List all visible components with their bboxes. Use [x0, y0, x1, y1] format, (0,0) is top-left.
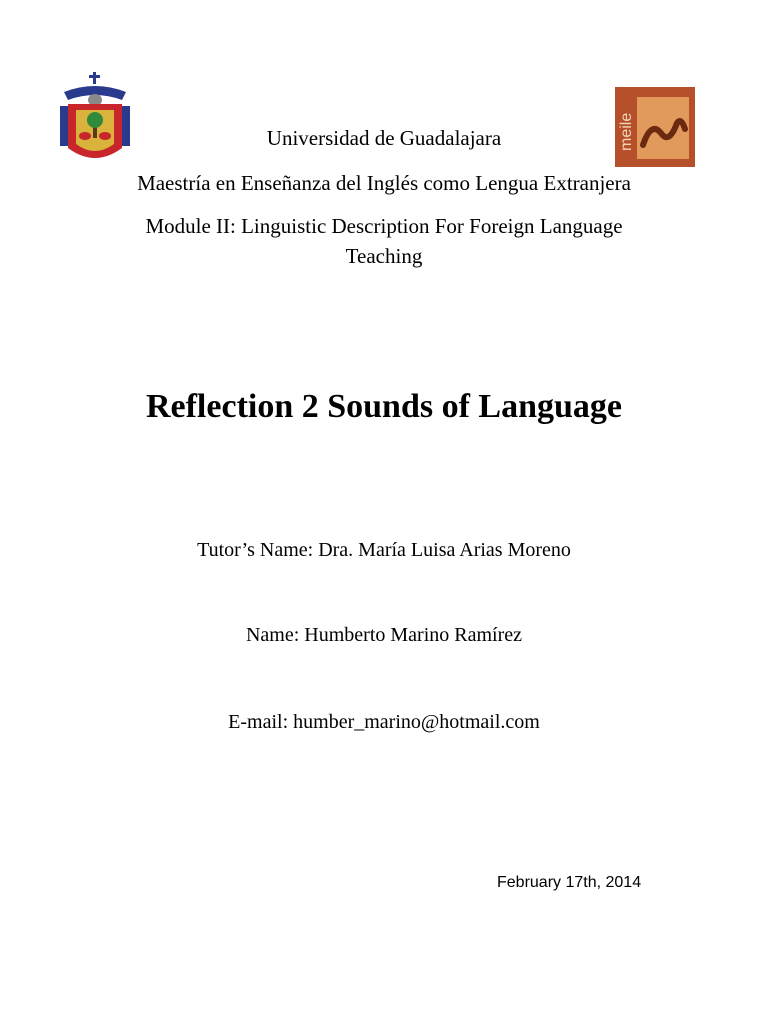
udg-coat-of-arms-icon — [58, 70, 132, 170]
document-date: February 17th, 2014 — [497, 874, 642, 891]
meile-logo-text: meile — [618, 112, 635, 151]
student-name: Name: Humberto Marino Ramírez — [245, 624, 523, 646]
program-name: Maestría en Enseñanza del Inglés como Lengua Extranjera — [137, 171, 631, 195]
module-name: Module II: Linguistic Description For Foreign Language Teaching — [145, 214, 623, 268]
student-email: E-mail: humber_marino@hotmail.com — [228, 711, 540, 733]
tutor-name: Tutor’s Name: Dra. María Luisa Arias Moreno — [197, 539, 571, 561]
university-name: Universidad de Guadalajara — [266, 126, 502, 150]
document-title: Reflection 2 Sounds of Language — [145, 388, 623, 425]
university-logo — [58, 70, 132, 170]
